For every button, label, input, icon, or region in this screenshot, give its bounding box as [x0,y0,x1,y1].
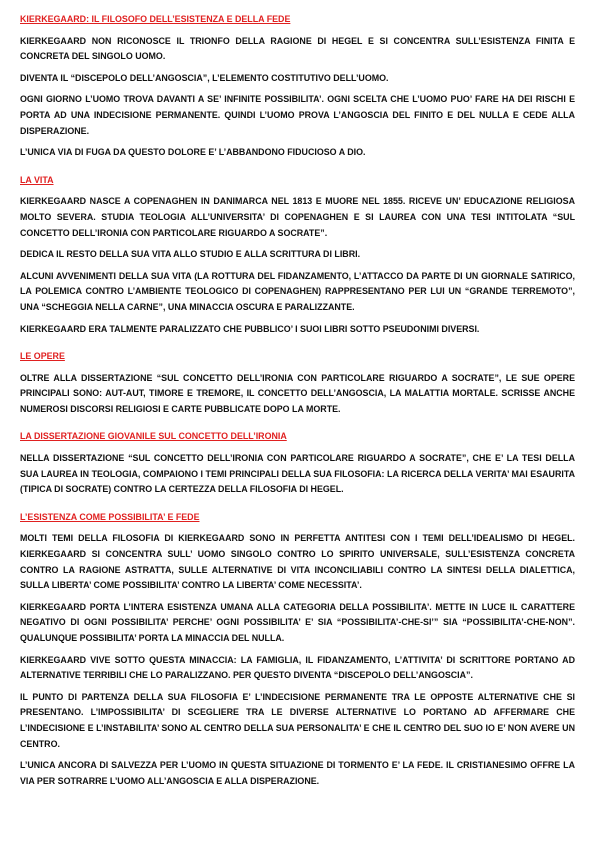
paragraph: L’UNICA VIA DI FUGA DA QUESTO DOLORE E’ L’ABBANDONO FIDUCIOSO A DIO. [20,147,366,158]
section-la-vita [20,173,575,337]
paragraph: IL PUNTO DI PARTENZA DELLA SUA FILOSOFIA E’ L’INDECISIONE PERMANENTE TRA LE OPPOSTE ALTERNATIVE CHE SI PRESENTANO. L’IMPOSSIBILITA’ DI SCEGLIERE TRA LE DIVERSE ALTERNATIVE LO PORTANO AD AFFERMARE CHE L’INDECISIONE E L’INSTABILITA’ SONO AL CENTRO DELLA SUA PERSONALITA’ E CHE IL CENTRO DEL SUO IO E’ NON AVERE UN CENTRO. [20,691,575,749]
document-page [20,12,575,795]
paragraph: KIERKEGAARD NON RICONOSCE IL TRIONFO DELLA RAGIONE DI HEGEL E SI CONCENTRA SULL’ESISTENZA FINITA E CONCRETA DEL SINGOLO UOMO. [20,35,575,62]
paragraph: OLTRE ALLA DISSERTAZIONE “SUL CONCETTO DELL’IRONIA CON PARTICOLARE RIGUARDO A SOCRATE”, LE SUE OPERE PRINCIPALI SONO: AUT-AUT, TIMORE E TREMORE, IL CONCETTO DELL’ANGOSCIA, LA MALATTIA MORTALE. SCRISSE ANCHE NUMEROSI DISCORSI RELIGIOSI E CARTE PUBBLICATE DOPO LA MORTE. [20,372,575,414]
section-esistenza [20,510,575,790]
paragraph: KIERKEGAARD VIVE SOTTO QUESTA MINACCIA: LA FAMIGLIA, IL FIDANZAMENTO, L’ATTIVITA’ DI SCRITTORE PORTANO AD ALTERNATIVE TERRIBILI CHE LO PARALIZZANO. PER QUESTO DIVENTA “DISCEPOLO DELL’ANGOSCIA”. [20,654,575,681]
section-heading: LE OPERE [20,351,65,362]
paragraph: KIERKEGAARD ERA TALMENTE PARALIZZATO CHE PUBBLICO’ I SUOI LIBRI SOTTO PSEUDONIMI DIVERSI. [20,323,480,334]
section-heading: LA VITA [20,174,54,185]
section-dissertazione [20,429,575,497]
paragraph: KIERKEGAARD PORTA L’INTERA ESISTENZA UMANA ALLA CATEGORIA DELLA POSSIBILITA’. METTE IN LUCE IL CARATTERE NEGATIVO DI OGNI POSSIBILITA’ PERCHE’ OGNI POSSIBILITA’ E’ SIA “POSSIBILITA’-CHE-SI’” SIA “POSSIBILITA’-CHE-NON”. QUALUNQUE POSSIBILITA’ PORTA LA MINACCIA DEL NULLA. [20,601,575,643]
paragraph: L’UNICA ANCORA DI SALVEZZA PER L’UOMO IN QUESTA SITUAZIONE DI TORMENTO E’ LA FEDE. IL CRISTIANESIMO OFFRE LA VIA PER SOTRARRE L’UOMO ALL’ANGOSCIA E ALLA DISPERAZIONE. [20,760,575,786]
section-heading: L’ESISTENZA COME POSSIBILITA’ E FEDE [20,511,200,522]
paragraph: KIERKEGAARD NASCE A COPENAGHEN IN DANIMARCA NEL 1813 E MUORE NEL 1855. RICEVE UN’ EDUCAZIONE RELIGIOSA MOLTO SEVERA. STUDIA TEOLOGIA ALL’UNIVERSITA’ DI COPENAGHEN E SI LAUREA CON UNA TESI INTITOLATA “SUL CONCETTO DELL’IRONIA CON PARTICOLARE RIGUARDO A SOCRATE”. [20,196,575,238]
section-intro [20,12,575,161]
paragraph: DEDICA IL RESTO DELLA SUA VITA ALLO STUDIO E ALLA SCRITTURA DI LIBRI. [20,249,361,260]
paragraph: NELLA DISSERTAZIONE “SUL CONCETTO DELL’IRONIA CON PARTICOLARE RIGUARDO A SOCRATE”, CHE E’ LA TESI DELLA SUA LAUREA IN TEOLOGIA, COMPAIONO I TEMI PRINCIPALI DELLA SUA FILOSOFIA: LA RICERCA DELLA VERITA’ MAI ESAURITA (TIPICA DI SOCRATE) CONTRO LA CERTEZZA DELLA FILOSOFIA DI HEGEL. [20,453,575,495]
paragraph: MOLTI TEMI DELLA FILOSOFIA DI KIERKEGAARD SONO IN PERFETTA ANTITESI CON I TEMI DELL’IDEALISMO DI HEGEL. KIERKEGAARD SI CONCENTRA SULL’ UOMO SINGOLO CONTRO LO SPIRITO UNIVERSALE, SULL’ESISTENZA CONCRETA CONTRO LA RAGIONE ASTRATTA, SULLE ALTERNATIVE DI VITA INCONCILIABILI CONTRO LA SINTESI DELLA DIALETTICA, SULLA LIBERTA’ COME POSSIBILITA’ CONTRO LA LIBERTA’ COME NECESSITA’. [20,533,575,591]
paragraph: DIVENTA IL “DISCEPOLO DELL’ANGOSCIA”, L’ELEMENTO COSTITUTIVO DELL’UOMO. [20,72,389,83]
paragraph: OGNI GIORNO L’UOMO TROVA DAVANTI A SE’ INFINITE POSSIBILITA’. OGNI SCELTA CHE L’UOMO PUO’ FARE HA DEI RISCHI E PORTA AD UNA INDECISIONE PERMANENTE. QUINDI L’UOMO PROVA L’ANGOSCIA DEL FINITO E DEL NULLA E CEDE ALLA DISPERAZIONE. [20,94,575,136]
section-le-opere [20,349,575,417]
paragraph: ALCUNI AVVENIMENTI DELLA SUA VITA (LA ROTTURA DEL FIDANZAMENTO, L’ATTACCO DA PARTE DI UN GIORNALE SATIRICO, LA POLEMICA CONTRO L’AMBIENTE TEOLOGICO DI COPENAGHEN) RAPPRESENTANO PER LUI UN “GRANDE TERREMOTO”, UNA “SCHEGGIA NELLA CARNE”, UNA MINACCIA OSCURA E PARALIZZANTE. [20,270,575,312]
section-heading: LA DISSERTAZIONE GIOVANILE SUL CONCETTO DELL’IRONIA [20,431,287,442]
section-heading: KIERKEGAARD: IL FILOSOFO DELL’ESISTENZA E DELLA FEDE [20,14,291,24]
